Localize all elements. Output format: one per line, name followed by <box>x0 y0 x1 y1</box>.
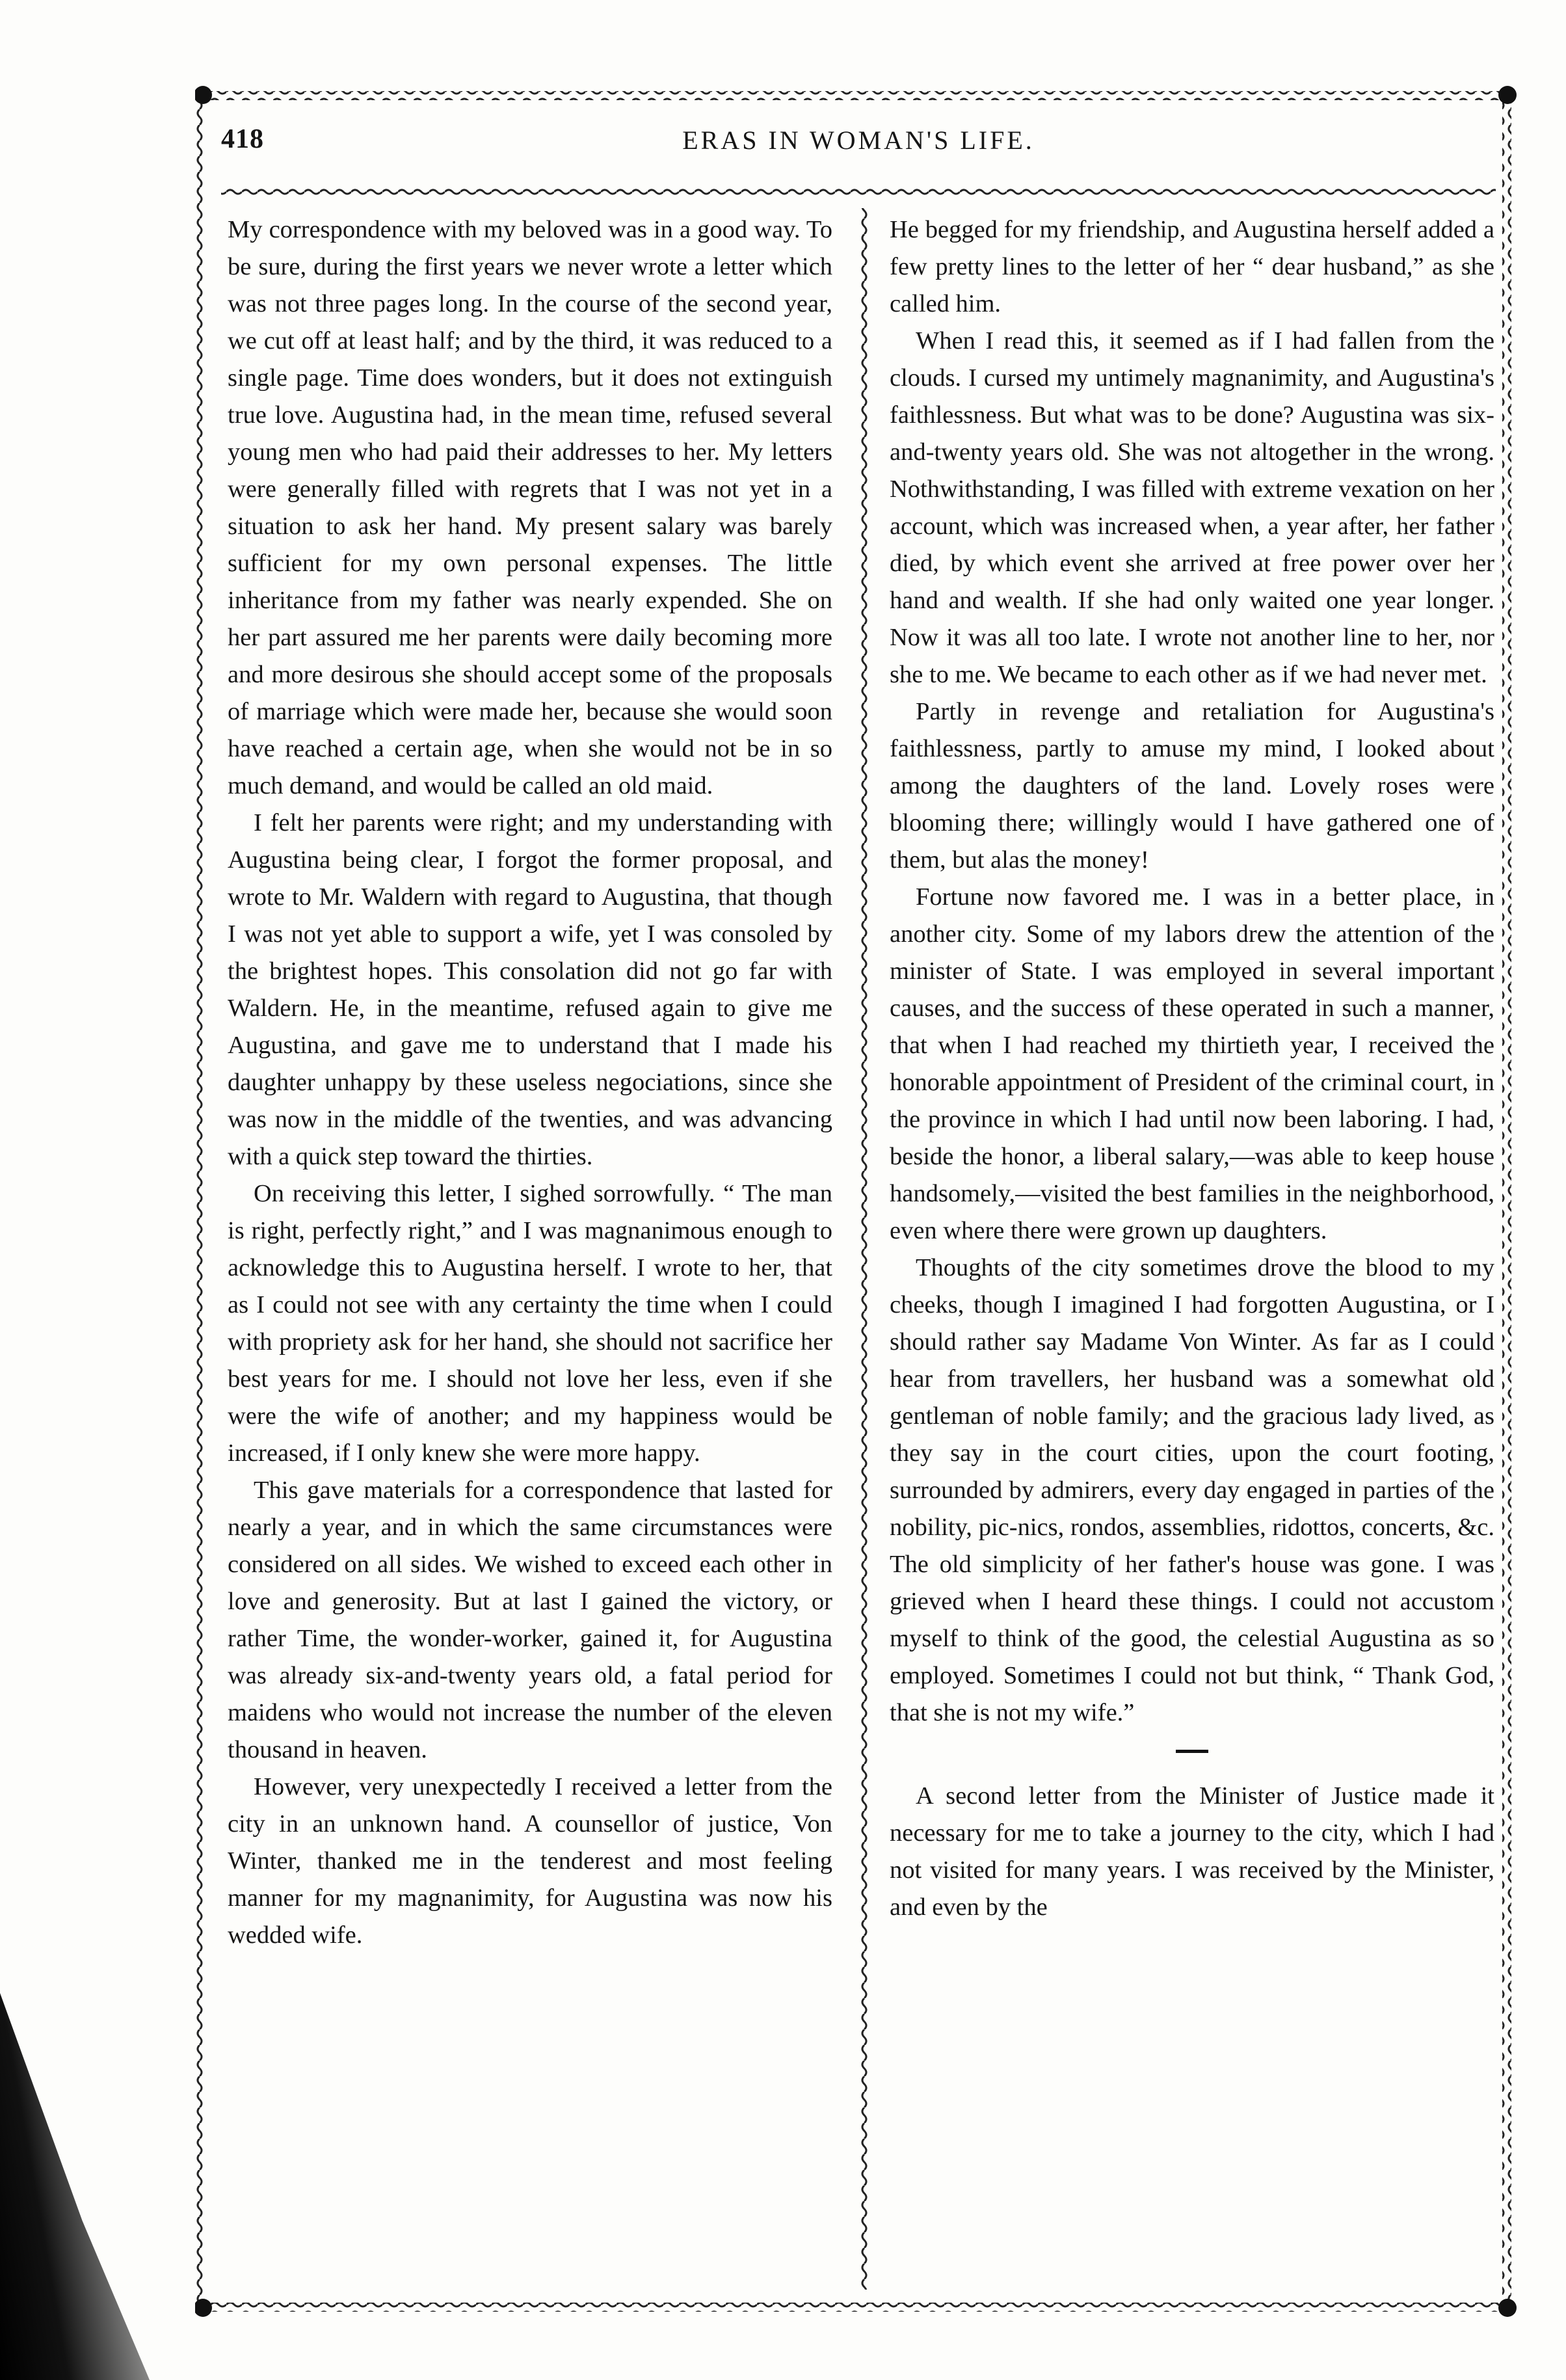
paragraph: I felt her parents were right; and my understanding with Augustina being clear, I forgot the former proposal, and wrote to Mr. Waldern with regard to Augustina, that though I was not yet able to support a wife, yet I was consoled by the brightest hopes. This consolation did not go far with Waldern. He, in the meantime, refused again to give me Augustina, and gave me to understand that I made his daughter unhappy by these useless negociations, since she was now in the middle of the twenties, and was advancing with a quick step toward the thirties. <box>228 809 832 1170</box>
right-column <box>890 211 1494 1926</box>
paragraph: Fortune now favored me. I was in a better place, in another city. Some of my labors drew the attention of the minister of State. I was employed in several important causes, and the success of these operated in such a manner, that when I had reached my thirtieth year, I received the honorable appointment of President of the criminal court, in the province in which I had until now been laboring. I had, beside the honor, a liberal salary,—was able to keep house handsomely,—visited the best families in the neighborhood, even where there were grown up daughters. <box>890 883 1494 1244</box>
paragraph: Thoughts of the city sometimes drove the blood to my cheeks, though I imagined I had forgotten Augustina, or I should rather say Madame Von Winter. As far as I could hear from travellers, her husband was a somewhat old gentleman of noble family; and the gracious lady lived, as they say in the court cities, upon the court footing, surrounded by admirers, every day engaged in parties of the nobility, pic-nics, rondos, assemblies, ridottos, concerts, &c. The old simplicity of her father's house was gone. I was grieved when I heard these things. I could not accustom myself to think of the good, the celestial Augustina as so employed. Sometimes I could not but think, “ Thank God, that she is not my wife.” <box>890 1254 1494 1726</box>
paragraph: When I read this, it seemed as if I had fallen from the clouds. I cursed my untimely magnanimity, and Augustina's faithlessness. But what was to be done? Augustina was six-and-twenty years old. She was not altogether in the wrong. Nothwithstanding, I was filled with extreme vexation on her account, which was increased when, a year after, her father died, by which event she arrived at free power over her hand and wealth. If she had only waited one year longer. Now it was all too late. I wrote not another line to her, nor she to me. We became to each other as if we had never met. <box>890 327 1494 688</box>
section-divider <box>1176 1750 1208 1753</box>
paragraph: He begged for my friendship, and Augustina herself added a few pretty lines to the letter of her “ dear husband,” as she called him. <box>890 216 1494 317</box>
paragraph: On receiving this letter, I sighed sorrowfully. “ The man is right, perfectly right,” and I was magnanimous enough to acknowledge this to Augustina herself. I wrote to her, that as I could not see with any certainty the time when I could with propriety ask for her hand, she should not sacrifice her best years for me. I should not love her less, even if she were the wife of another; and my happiness would be increased, if I only knew she were more happy. <box>228 1180 832 1467</box>
left-column <box>228 211 832 1954</box>
paragraph: This gave materials for a correspondence that lasted for nearly a year, and in which the same circumstances were considered on all sides. We wished to exceed each other in love and generosity. But at last I gained the victory, or rather Time, the wonder-worker, gained it, for Augustina was already six-and-twenty years old, a fatal period for maidens who would not increase the number of the eleven thousand in heaven. <box>228 1477 832 1763</box>
paragraph: My correspondence with my beloved was in a good way. To be sure, during the first years we never wrote a letter which was not three pages long. In the course of the second year, we cut off at least half; and by the third, it was reduced to a single page. Time does wonders, but it does not extinguish true love. Augustina had, in the mean time, refused several young men who had paid their addresses to her. My letters were generally filled with regrets that I was not yet in a situation to ask her hand. My present salary was barely sufficient for my own personal expenses. The little inheritance from my father was nearly expended. She on her part assured me her parents were daily becoming more and more desirous she should accept some of the proposals of marriage which were made her, because she would soon have reached a certain age, when she would not be in so much demand, and would be called an old maid. <box>228 216 832 799</box>
paragraph: Partly in revenge and retaliation for Augustina's faithlessness, partly to amuse my mind, I looked about among the daughters of the land. Lovely roses were blooming there; willingly would I have gathered one of them, but alas the money! <box>890 698 1494 874</box>
printed-page <box>195 78 1522 2329</box>
paragraph: However, very unexpectedly I received a letter from the city in an unknown hand. A counsellor of justice, Von Winter, thanked me in the tenderest and most feeling manner for my magnanimity, for Augustina was now his wedded wife. <box>228 1773 832 1949</box>
running-title: ERAS IN WOMAN'S LIFE. <box>682 126 1035 155</box>
scan-edge-shadow <box>0 1925 150 2380</box>
running-head <box>221 124 1496 176</box>
page-number: 418 <box>221 124 264 154</box>
paragraph: A second letter from the Minister of Justice made it necessary for me to take a journey to the city, which I had not visited for many years. I was received by the Minister, and even by the <box>890 1782 1494 1921</box>
